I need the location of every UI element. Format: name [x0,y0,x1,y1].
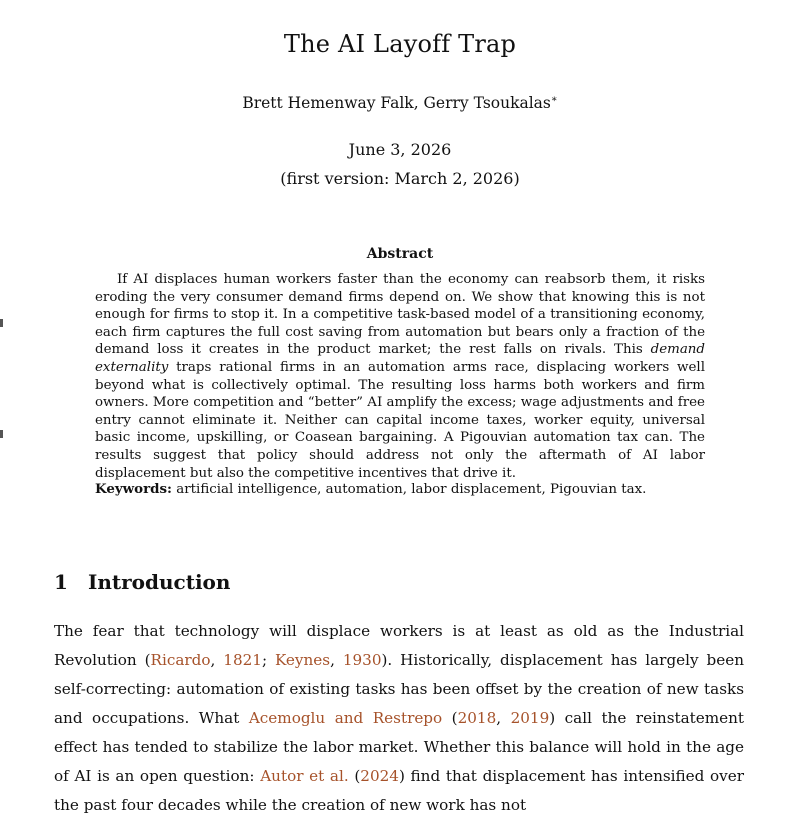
citation-link[interactable]: Autor et al. [260,767,349,785]
paper-authors [0,94,800,112]
first-version-date: (first version: March 2, 2026) [280,169,520,188]
citation-link[interactable]: Keynes [274,651,331,669]
intro-text: , [496,709,511,727]
abstract-text: traps rational firms in an automation arms race, displacing workers well beyond what is collectively optimal. The resulting loss harms both workers and firm owners. More competition and “better” AI amplify the excess; wage adjustments and free entry cannot eliminate it. Neither can capital income taxes, worker equity, universal basic income, upskilling, or Coasean bargaining. A Pigouvian automation tax can. The results suggest that policy should address not only the aftermath of AI labor displacement but also the competitive incentives that drive it. [95,359,705,481]
citation-link[interactable]: 2018 [457,709,497,727]
intro-text: ) find that displacement has intensified over the past four decades while the creation of new work has not [54,767,744,814]
intro-text: ). Historically, displacement has largely been self-correcting: automation of existing tasks has been offset by the creation of new tasks and occupations. What [54,651,744,727]
intro-text: ) call the reinstatement effect has tended to stabilize the labor market. Whether this balance will hold in the age of AI is an open question: [54,709,745,785]
margin-mark [0,319,3,327]
intro-text: , [210,651,224,669]
margin-mark [0,430,3,438]
keywords-line [95,481,715,499]
abstract-body [95,271,705,482]
citation-link[interactable]: Acemoglu and Restrepo [248,709,443,727]
abstract-text: If AI displaces human workers faster than the economy can reabsorb them, it risks eroding the very consumer demand firms depend on. We show that knowing this is not enough for firms to stop it. In a competitive task-based model of a transitioning economy, each firm captures the full cost saving from automation but bears only a fraction of the demand loss it creates in the product market; the rest falls on rivals. This [95,272,705,358]
keywords-label: Keywords: [95,481,173,497]
citation-link[interactable]: 2019 [510,709,550,727]
citation-link[interactable]: 2024 [360,767,399,785]
citation-link[interactable]: Ricardo [150,651,211,669]
intro-text: , [330,651,343,669]
intro-text: ; [261,651,275,669]
intro-text: The fear that technology will displace workers is at least as old as the Industrial Revolution ( [54,622,744,669]
author-names: Brett Hemenway Falk, Gerry Tsoukalas [242,94,551,113]
paper-date: June 3, 2026 [348,140,452,159]
intro-paragraph [54,617,744,820]
citation-link[interactable]: 1821 [223,651,262,669]
intro-text: ( [348,767,361,785]
paper-title: The AI Layoff Trap [283,30,517,58]
author-footnote-marker[interactable]: ∗ [550,94,558,105]
citation-link[interactable]: 1930 [342,651,382,669]
intro-text: ( [442,709,458,727]
section-heading [54,570,754,594]
section-title: Introduction [88,570,231,594]
abstract-emphasis: demand externality [95,342,705,375]
keywords-text: artificial intelligence, automation, labor displacement, Pigouvian tax. [172,482,647,497]
abstract-heading: Abstract [366,246,434,262]
section-number: 1 [54,570,68,594]
